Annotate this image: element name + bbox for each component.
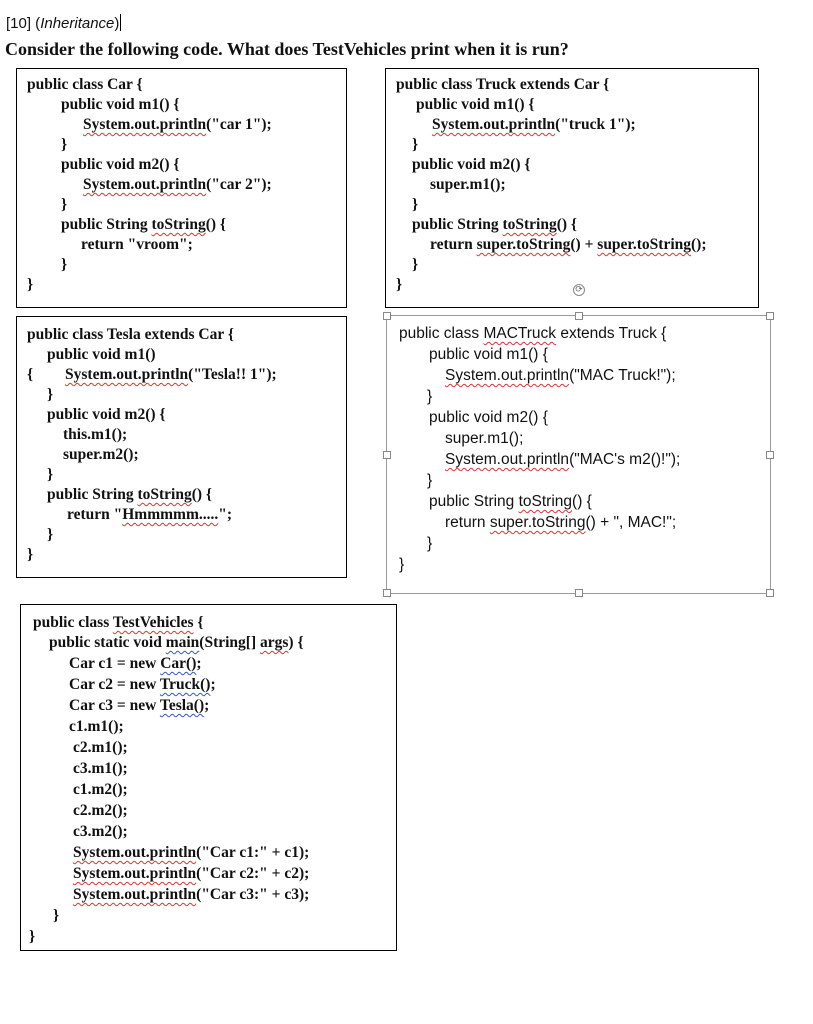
code-line: c2.m2(); <box>73 802 128 819</box>
code-line: c3.m1(); <box>73 760 128 777</box>
code-line: public void m1() { <box>429 346 548 363</box>
code-line: public class Car { <box>27 76 143 93</box>
resize-handle-nw[interactable] <box>383 312 391 320</box>
code-line: } <box>412 196 419 213</box>
code-box-mactruck[interactable] <box>386 285 771 594</box>
code-line: public void m1() <box>47 346 156 363</box>
code-line: super.m1(); <box>430 176 506 193</box>
code-line: } <box>427 472 433 489</box>
code-line: public class MACTruck extends Truck { <box>399 325 667 342</box>
code-line: } <box>47 386 54 403</box>
code-box-testvehicles[interactable] <box>20 604 397 951</box>
code-line: } <box>27 546 34 563</box>
code-line: System.out.println("Car c2:" + c2); <box>73 865 310 882</box>
code-line: return "vroom"; <box>81 236 193 253</box>
code-line: public void m1() { <box>61 96 180 113</box>
code-line: System.out.println("Car c1:" + c1); <box>73 844 310 861</box>
code-line: } <box>27 276 34 293</box>
code-line: public void m2() { <box>429 409 548 426</box>
code-line: public String toString() { <box>47 486 213 503</box>
resize-handle-ne[interactable] <box>766 312 774 320</box>
code-line: return super.toString() + super.toString(); <box>430 236 707 253</box>
code-line: System.out.println("car 2"); <box>83 176 272 193</box>
resize-handle-e[interactable] <box>766 451 774 459</box>
code-line: } <box>61 196 68 213</box>
code-line: public String toString() { <box>412 216 578 233</box>
code-line: public class Tesla extends Car { <box>27 326 234 343</box>
code-line: c1.m2(); <box>73 781 128 798</box>
code-line: } <box>412 136 419 153</box>
code-line: } <box>29 928 36 945</box>
code-line: c1.m1(); <box>69 718 124 735</box>
code-line: super.m1(); <box>445 430 524 447</box>
code-line: public String toString() { <box>61 216 227 233</box>
code-line: public void m2() { <box>61 156 180 173</box>
code-line: } <box>61 256 68 273</box>
resize-handle-w[interactable] <box>383 451 391 459</box>
code-line: } <box>412 256 419 273</box>
code-box-car[interactable] <box>16 68 347 308</box>
code-line: } <box>399 556 405 573</box>
resize-handle-sw[interactable] <box>383 589 391 597</box>
code-line: { <box>27 366 34 383</box>
code-line: this.m1(); <box>63 426 128 443</box>
code-line: System.out.println("truck 1"); <box>432 116 636 133</box>
code-line: } <box>427 535 433 552</box>
code-line: } <box>53 907 60 924</box>
code-line: } <box>61 136 68 153</box>
text-cursor <box>120 14 121 31</box>
code-line: System.out.println("car 1"); <box>83 116 272 133</box>
code-line: } <box>47 526 54 543</box>
code-line: public class TestVehicles { <box>33 614 204 631</box>
code-line: System.out.println("Car c3:" + c3); <box>73 886 310 903</box>
resize-handle-n[interactable] <box>575 312 583 320</box>
code-line: public static void main(String[] args) { <box>49 634 304 651</box>
code-line: Car c1 = new Car(); <box>69 655 202 672</box>
code-line: } <box>427 388 433 405</box>
code-line: System.out.println("MAC's m2()!"); <box>445 451 681 468</box>
resize-handle-se[interactable] <box>766 589 774 597</box>
code-line: c2.m1(); <box>73 739 128 756</box>
code-line: System.out.println("Tesla!! 1"); <box>65 366 277 383</box>
code-line: System.out.println("MAC Truck!"); <box>445 367 676 384</box>
code-line: public String toString() { <box>429 493 592 510</box>
code-line: public void m1() { <box>416 96 535 113</box>
code-line: Car c3 = new Tesla(); <box>69 697 210 714</box>
resize-handle-s[interactable] <box>575 589 583 597</box>
question-number-label: [10] (Inheritance) <box>6 15 120 32</box>
code-line: public void m2() { <box>47 406 166 423</box>
code-box-truck[interactable] <box>385 68 759 308</box>
rotate-icon[interactable]: ⟳ <box>573 284 585 296</box>
code-line: return "Hmmmmm....."; <box>67 506 233 523</box>
code-line: public class Truck extends Car { <box>396 76 610 93</box>
code-line: } <box>396 276 403 293</box>
code-line: super.m2(); <box>63 446 139 463</box>
code-line: } <box>47 466 54 483</box>
code-line: Car c2 = new Truck(); <box>69 676 216 693</box>
code-line: c3.m2(); <box>73 823 128 840</box>
question-text: Consider the following code. What does TestVehicles print when it is run? <box>5 39 569 59</box>
code-line: public void m2() { <box>412 156 531 173</box>
code-box-tesla[interactable] <box>16 316 347 578</box>
code-line: return super.toString() + ", MAC!"; <box>445 514 677 531</box>
